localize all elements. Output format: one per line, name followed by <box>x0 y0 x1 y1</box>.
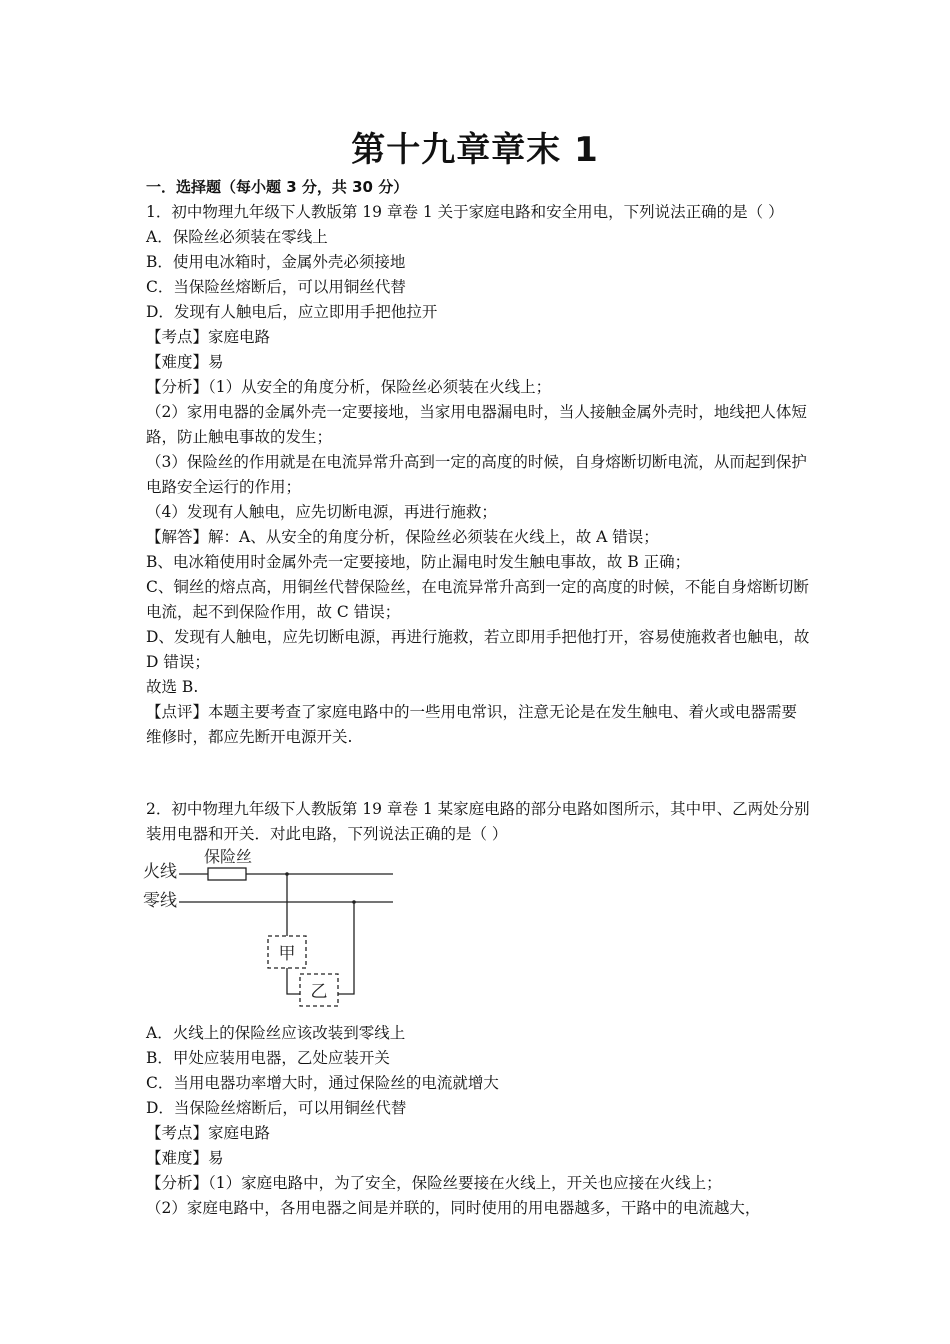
box-jia-label: 甲 <box>278 944 296 964</box>
box-yi-label: 乙 <box>310 982 328 1002</box>
kaodian-line: 【考点】家庭电路 <box>146 1124 271 1142</box>
question-stem: 2．初中物理九年级下人教版第 19 章卷 1 某家庭电路的部分电路如图所示，其中甲、乙两处分别装用电器和开关．对此电路，下列说法正确的是（ ） <box>146 800 810 843</box>
fuse-label: 保险丝 <box>204 847 253 866</box>
solution-line: D、发现有人触电，应先切断电源，再进行施救，若立即用手把他打开，容易使施救者也触电，故 D 错误； <box>146 628 810 671</box>
option-c: C．当保险丝熔断后，可以用铜丝代替 <box>146 278 406 296</box>
analysis-line: 【分析】（1）从安全的角度分析，保险丝必须装在火线上； <box>146 378 552 396</box>
kaodian-line: 【考点】家庭电路 <box>146 328 271 346</box>
analysis-line: （3）保险丝的作用就是在电流异常升高到一定的高度的时候，自身熔断切断电流，从而起到保护电路安全运行的作用； <box>146 453 807 496</box>
option-b: B．使用电冰箱时，金属外壳必须接地 <box>146 253 406 271</box>
option-d: D．当保险丝熔断后，可以用铜丝代替 <box>146 1099 407 1117</box>
neutral-wire-label: 零线 <box>143 891 177 911</box>
option-b: B．甲处应装用电器，乙处应装开关 <box>146 1049 390 1067</box>
branch-wire <box>338 902 354 994</box>
live-wire-label: 火线 <box>143 862 177 882</box>
analysis-line: 【分析】（1）家庭电路中，为了安全，保险丝要接在火线上，开关也应接在火线上； <box>146 1174 722 1192</box>
option-d: D．发现有人触电后，应立即用手把他拉开 <box>146 303 438 321</box>
solution-line: 故选 B. <box>146 678 199 696</box>
question-2 <box>146 797 810 847</box>
section-heading: 一．选择题（每小题 3 分，共 30 分） <box>146 178 409 196</box>
analysis-line: （2）家庭电路中，各用电器之间是并联的，同时使用的用电器越多，干路中的电流越大， <box>146 1199 761 1217</box>
question-1 <box>146 200 810 750</box>
fuse-symbol <box>208 868 246 880</box>
circuit-diagram <box>141 846 411 1014</box>
page-title: 第十九章章末 1 <box>351 130 599 170</box>
solution-line: B、电冰箱使用时金属外壳一定要接地，防止漏电时发生触电事故，故 B 正确； <box>146 553 691 571</box>
question-2-continued <box>146 1021 810 1221</box>
analysis-line: （2）家用电器的金属外壳一定要接地，当家用电器漏电时，当人接触金属外壳时，地线把人体短路，防止触电事故的发生； <box>146 403 807 446</box>
option-a: A．保险丝必须装在零线上 <box>146 228 328 246</box>
branch-wire <box>287 968 300 994</box>
option-c: C．当用电器功率增大时，通过保险丝的电流就增大 <box>146 1074 499 1092</box>
solution-line: C、铜丝的熔点高，用铜丝代替保险丝，在电流异常升高到一定的高度的时候，不能自身熔断切断电流，起不到保险作用，故 C 错误； <box>146 578 809 621</box>
difficulty-line: 【难度】易 <box>146 1149 224 1167</box>
difficulty-line: 【难度】易 <box>146 353 224 371</box>
question-stem: 1．初中物理九年级下人教版第 19 章卷 1 关于家庭电路和安全用电，下列说法正确的是（ ） <box>146 203 784 221</box>
comment-line: 【点评】本题主要考查了家庭电路中的一些用电常识，注意无论是在发生触电、着火或电器需要维修时，都应先断开电源开关. <box>146 703 798 746</box>
solution-line: 【解答】解：A、从安全的角度分析，保险丝必须装在火线上，故 A 错误； <box>146 528 659 546</box>
analysis-line: （4）发现有人触电，应先切断电源，再进行施救； <box>146 503 497 521</box>
option-a: A．火线上的保险丝应该改装到零线上 <box>146 1024 406 1042</box>
